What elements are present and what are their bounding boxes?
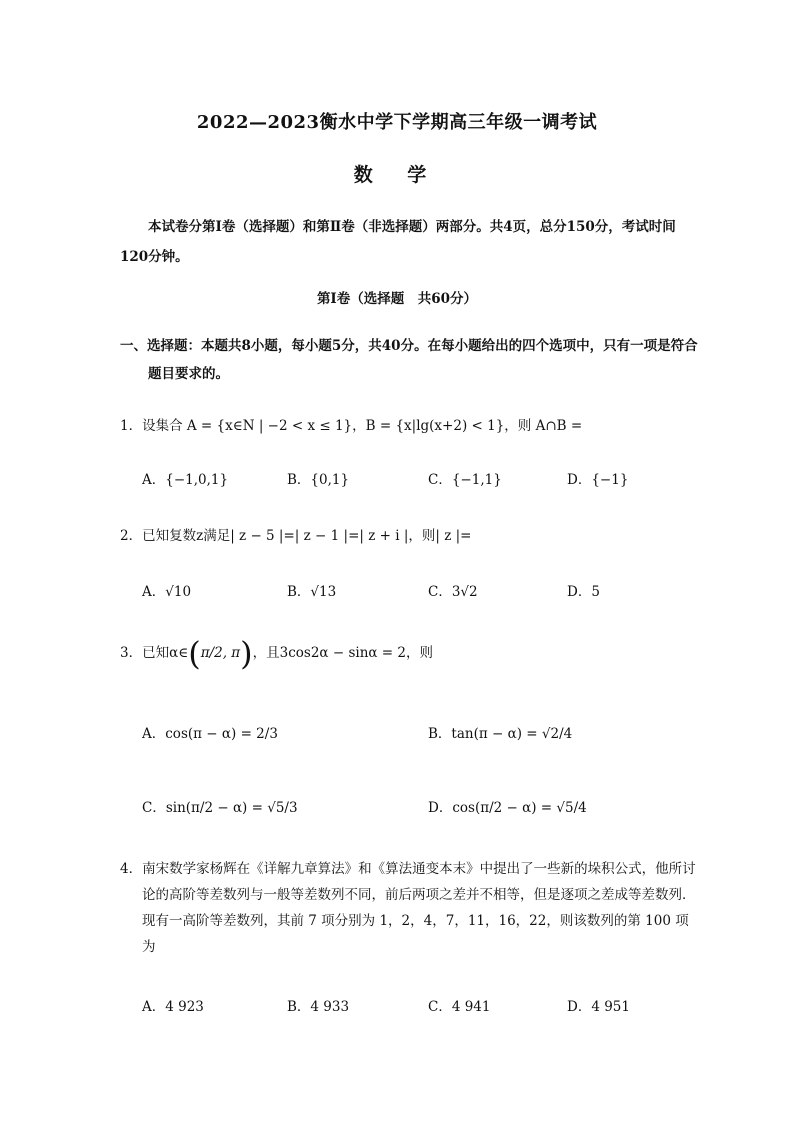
question-4-stem: 4．南宋数学家杨辉在《详解九章算法》和《算法通变本末》中提出了一些新的垛积公式，他所讨论的高阶等差数列与一般等差数列不同，前后两项之差并不相等，但是逐项之差成等差数列．现有一高阶等差数列，其前 7 项分别为 1，2，4，7，11，16，22，则该数列的第 100 项为 xyxy=(120,861,696,955)
exam-title: 2022—2023衡水中学下学期高三年级一调考试 xyxy=(196,112,598,133)
question-2-stem: 2．已知复数z满足| z − 5 |=| z − 1 |=| z + i |，则| z |= xyxy=(120,528,472,544)
question-3-option-c: C．sin(π/2 − α) = √5/3 xyxy=(142,800,298,816)
exam-intro: 本试卷分第Ⅰ卷（选择题）和第Ⅱ卷（非选择题）两部分。共4页，总分150分，考试时间120分钟。 xyxy=(120,219,676,265)
question-4-option-a: A．4 923 xyxy=(142,999,204,1015)
question-4-option-b: B．4 933 xyxy=(287,999,350,1015)
question-2-option-a: A．√10 xyxy=(142,584,192,600)
question-1-option-d: D．{−1} xyxy=(567,472,629,488)
question-3-interval: π/2, π xyxy=(200,645,241,661)
left-paren-glyph: ( xyxy=(188,634,201,673)
question-1-stem: 1．设集合 A = {x∈N | −2 < x ≤ 1}，B = {x|lg(x+2) < 1}，则 A∩B = xyxy=(120,418,583,434)
question-3-option-d: D．cos(π/2 − α) = √5/4 xyxy=(428,800,587,816)
subject-title: 数 学 xyxy=(353,164,441,186)
question-3-stem-suffix: ，且3cos2α − sinα = 2，则 xyxy=(252,645,433,661)
question-3-option-a: A．cos(π − α) = 2/3 xyxy=(142,726,278,742)
question-1-option-a: A．{−1,0,1} xyxy=(142,472,229,488)
question-4-option-c: C．4 941 xyxy=(428,999,491,1015)
question-4-option-d: D．4 951 xyxy=(567,999,630,1015)
question-3-option-b: B．tan(π − α) = √2/4 xyxy=(428,726,573,742)
question-2-option-c: C．3√2 xyxy=(428,584,478,600)
question-1-option-b: B．{0,1} xyxy=(287,472,350,488)
section-heading: 一、选择题：本题共8小题，每小题5分，共40分。在每小题给出的四个选项中，只有一项是符合题目要求的。 xyxy=(120,338,698,382)
question-3-stem-prefix: 3．已知α∈ xyxy=(120,645,189,661)
question-2-option-b: B．√13 xyxy=(287,584,337,600)
question-2-option-d: D．5 xyxy=(567,584,600,600)
question-1-option-c: C．{−1,1} xyxy=(428,472,502,488)
volume-heading: 第Ⅰ卷（选择题 共60分） xyxy=(316,291,478,307)
right-paren-glyph: ) xyxy=(240,634,253,673)
question-3-stem xyxy=(120,636,433,671)
